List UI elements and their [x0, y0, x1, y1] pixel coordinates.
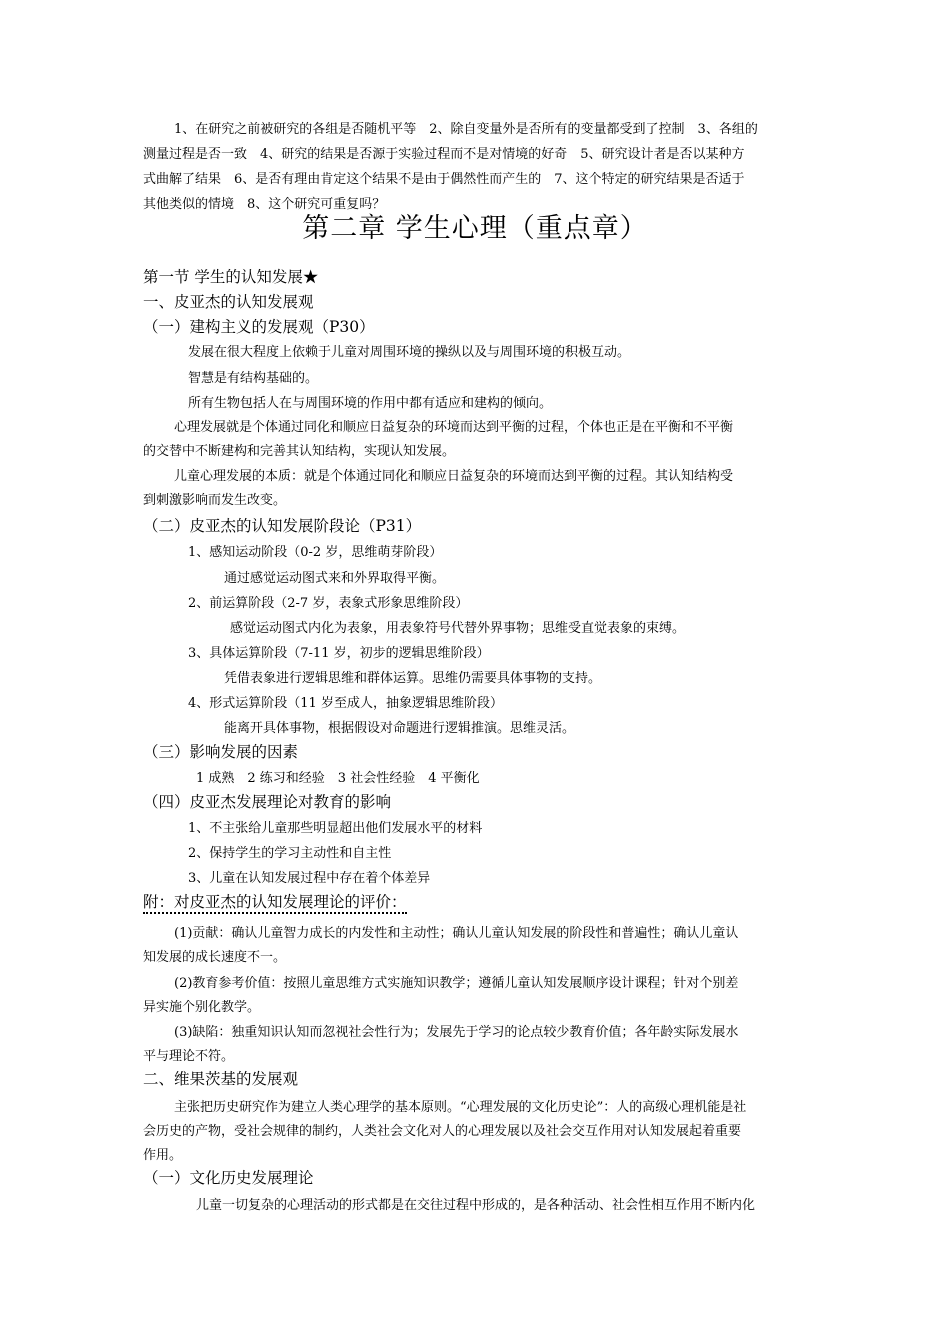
stage-1-name: 1、感知运动阶段（0-2 岁，思维萌芽阶段）	[188, 545, 443, 560]
sub1-para-5b: 到刺激影响而发生改变。	[143, 493, 287, 508]
stage-4-desc: 能离开具体事物，根据假设对命题进行逻辑推演。思维灵活。	[224, 721, 576, 736]
stage-2-desc: 感觉运动图式内化为表象，用表象符号代替外界事物；思维受直觉表象的束缚。	[230, 621, 686, 636]
part2-sub1-title: （一）文化历史发展理论	[143, 1169, 314, 1187]
sub1-para-1: 发展在很大程度上依赖于儿童对周围环境的操纵以及与周围环境的积极互动。	[188, 345, 631, 360]
intro-line-4: 其他类似的情境 8、这个研究可重复吗？	[143, 197, 386, 212]
sub3-factors: 1 成熟 2 练习和经验 3 社会性经验 4 平衡化	[196, 771, 480, 786]
sub1-para-4a: 心理发展就是个体通过同化和顺应日益复杂的环境而达到平衡的过程，个体也正是在平衡和不平衡	[174, 420, 734, 435]
appendix-c1a: (1)贡献：确认儿童智力成长的内发性和主动性；确认儿童认知发展的阶段性和普遍性；确认儿童认	[174, 926, 739, 941]
stage-1-desc: 通过感觉运动图式来和外界取得平衡。	[224, 571, 446, 586]
intro-line-2: 测量过程是否一致 4、研究的结果是否源于实验过程而不是对情境的好奇 5、研究设计者是否以某种方	[143, 147, 745, 162]
chapter-title: 第二章 学生心理（重点章）	[302, 213, 648, 244]
part2-para-b: 会历史的产物，受社会规律的制约，人类社会文化对人的心理发展以及社会交互作用对认知发展起着重要	[143, 1124, 742, 1139]
sub4-item-3: 3、儿童在认知发展过程中存在着个体差异	[188, 871, 431, 886]
sub1-para-4b: 的交替中不断建构和完善其认知结构，实现认知发展。	[143, 444, 456, 459]
intro-line-3: 式曲解了结果 6、是否有理由肯定这个结果不是由于偶然性而产生的 7、这个特定的研究结果是否适于	[143, 172, 745, 187]
appendix-c1b: 知发展的成长速度不一。	[143, 950, 287, 965]
sub1-para-5a: 儿童心理发展的本质：就是个体通过同化和顺应日益复杂的环境而达到平衡的过程。其认知结构受	[174, 469, 734, 484]
stage-3-desc: 凭借表象进行逻辑思维和群体运算。思维仍需要具体事物的支持。	[224, 671, 602, 686]
intro-line-1: 1、在研究之前被研究的各组是否随机平等 2、除自变量外是否所有的变量都受到了控制 3、各组的	[174, 122, 758, 137]
appendix-c2a: (2)教育参考价值：按照儿童思维方式实施知识教学；遵循儿童认知发展顺序设计课程；针对个别差	[174, 976, 739, 991]
sub4-item-2: 2、保持学生的学习主动性和自主性	[188, 846, 392, 861]
appendix-title	[143, 893, 407, 912]
stage-3-name: 3、具体运算阶段（7-11 岁，初步的逻辑思维阶段）	[188, 646, 490, 661]
sub2-title: （二）皮亚杰的认知发展阶段论（P31）	[143, 517, 422, 535]
sub1-para-2: 智慧是有结构基础的。	[188, 371, 319, 386]
stage-2-name: 2、前运算阶段（2-7 岁，表象式形象思维阶段）	[188, 596, 469, 611]
appendix-c3b: 平与理论不符。	[143, 1049, 235, 1064]
part2-para-c: 作用。	[143, 1148, 183, 1163]
appendix-title-text: 附：对皮亚杰的认知发展理论的评价：	[143, 893, 407, 914]
part2-para-a: 主张把历史研究作为建立人类心理学的基本原则。“心理发展的文化历史论”：人的高级心理机能是社	[174, 1100, 747, 1115]
appendix-c3a: (3)缺陷：独重知识认知而忽视社会性行为；发展先于学习的论点较少教育价值；各年龄实际发展水	[174, 1025, 739, 1040]
sub1-title: （一）建构主义的发展观（P30）	[143, 318, 375, 336]
sub4-title: （四）皮亚杰发展理论对教育的影响	[143, 793, 392, 811]
part2-sub1-para: 儿童一切复杂的心理活动的形式都是在交往过程中形成的，是各种活动、社会性相互作用不断内化	[196, 1198, 756, 1213]
section-title: 第一节 学生的认知发展★	[143, 268, 319, 286]
stage-4-name: 4、形式运算阶段（11 岁至成人，抽象逻辑思维阶段）	[188, 696, 503, 711]
appendix-c2b: 异实施个别化教学。	[143, 1000, 261, 1015]
part1-title: 一、皮亚杰的认知发展观	[143, 293, 314, 311]
sub1-para-3: 所有生物包括人在与周围环境的作用中都有适应和建构的倾向。	[188, 396, 553, 411]
part2-title: 二、维果茨基的发展观	[143, 1070, 299, 1088]
sub4-item-1: 1、不主张给儿童那些明显超出他们发展水平的材料	[188, 821, 483, 836]
sub3-title: （三）影响发展的因素	[143, 743, 299, 761]
